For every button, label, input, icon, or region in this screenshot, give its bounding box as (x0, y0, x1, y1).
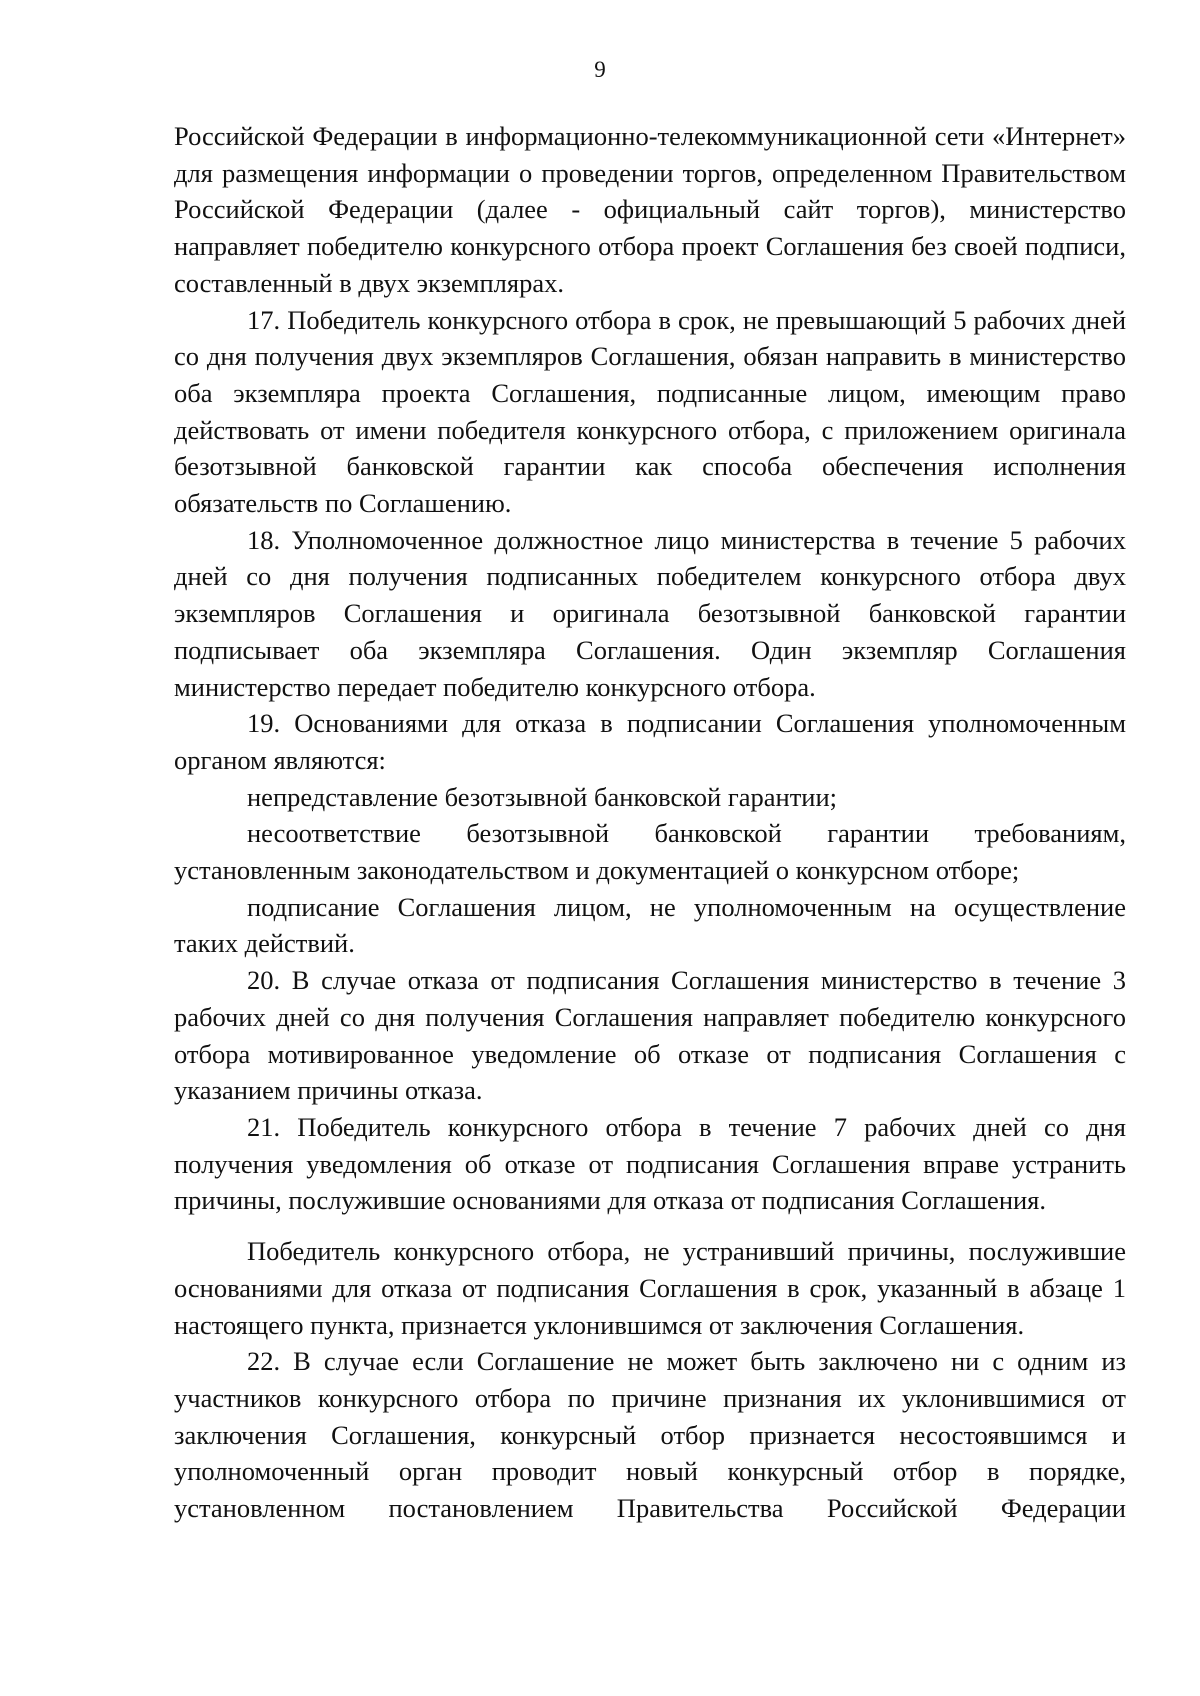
list-item-refusal-reason-2: несоответствие безотзывной банковской гарантии требованиям, установленным законодательством и документацией о конкурсном отборе; (174, 818, 1126, 886)
paragraph-continuation: Российской Федерации в информационно-телекоммуникационной сети «Интернет» для размещения информации о проведении торгов, определенном Правительством Российской Федерации (далее - официальный сайт торгов), министерство направляет победителю конкурсного отбора проект Соглашения без своей подписи, составленный в двух экземплярах. (174, 121, 1126, 298)
list-item-refusal-reason-1: непредставление безотзывной банковской гарантии; (247, 781, 838, 812)
page-number: 9 (594, 57, 606, 82)
paragraph-clause-20: 20. В случае отказа от подписания Соглашения министерство в течение 3 рабочих дней со дня получения Соглашения направляет победителю конкурсного отбора мотивированное уведомление об отказе от подписания Соглашения с указанием причины отказа. (174, 965, 1126, 1106)
paragraph-clause-21: 21. Победитель конкурсного отбора в течение 7 рабочих дней со дня получения уведомления об отказе от подписания Соглашения вправе устранить причины, послужившие основаниями для отказа от подписания Соглашения. (174, 1111, 1126, 1216)
list-item-refusal-reason-3: подписание Соглашения лицом, не уполномоченным на осуществление таких действий. (174, 891, 1126, 959)
paragraph-clause-17: 17. Победитель конкурсного отбора в срок, не превышающий 5 рабочих дней со дня получения двух экземпляров Соглашения, обязан направить в министерство оба экземпляра проекта Соглашения, подписанные лицом, имеющим право действовать от имени победителя конкурсного отбора, с приложением оригинала безотзывной банковской гарантии как способа обеспечения исполнения обязательств по Соглашению. (174, 304, 1126, 519)
document-body (174, 118, 1126, 1527)
paragraph-clause-19: 19. Основаниями для отказа в подписании Соглашения уполномоченным органом являются: (174, 708, 1126, 775)
paragraph-clause-18: 18. Уполномоченное должностное лицо министерства в течение 5 рабочих дней со дня получения подписанных победителем конкурсного отбора двух экземпляров Соглашения и оригинала безотзывной банковской гарантии подписывает оба экземпляра Соглашения. Один экземпляр Соглашения министерство передает победителю конкурсного отбора. (174, 524, 1126, 702)
paragraph-clause-21-second: Победитель конкурсного отбора, не устранивший причины, послужившие основаниями для отказа от подписания Соглашения в срок, указанный в абзаце 1 настоящего пункта, признается уклонившимся от заключения Соглашения. (174, 1236, 1126, 1340)
paragraph-clause-22: 22. В случае если Соглашение не может быть заключено ни с одним из участников конкурсного отбора по причине признания их уклонившимися от заключения Соглашения, конкурсный отбор признается несостоявшимся и уполномоченный орган проводит новый конкурсный отбор в порядке, установленном постановлением Правительства Российской Федерации (174, 1346, 1126, 1524)
